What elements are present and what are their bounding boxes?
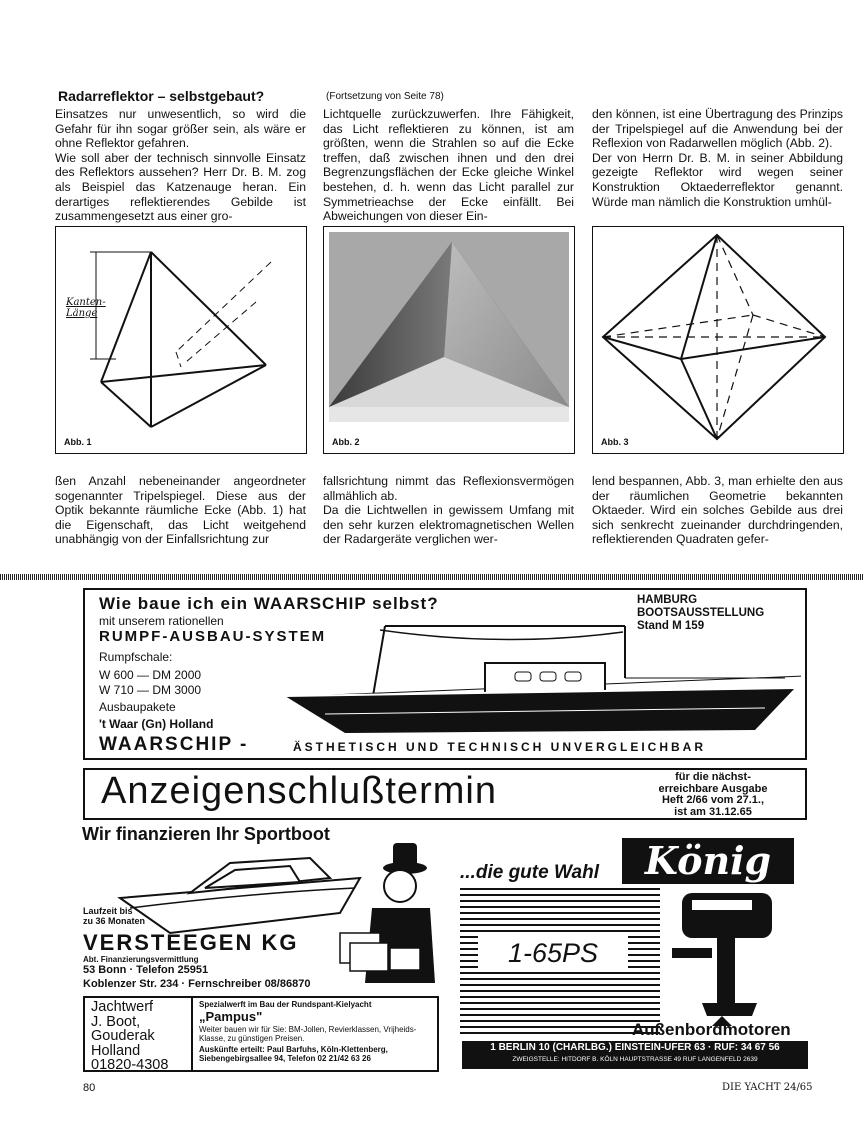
specialty: Spezialwerft im Bau der Rundspant-Kielyacht — [199, 1000, 372, 1009]
address-line: Jachtwerf — [91, 999, 154, 1015]
versteegen-term — [83, 906, 145, 926]
outboard-motor-illustration — [662, 888, 792, 1028]
deadline-line: für die nächst- — [675, 771, 751, 783]
article-headline: Radarreflektor – selbstgebaut? — [58, 88, 265, 104]
octahedron-drawing — [593, 227, 842, 452]
paragraph: lend bespannen, Abb. 3, man erhielte den aus der räumlichen Geometrie bekannten Oktaeder. Wird ein solches Gebilde aus drei sich senkrecht zueinander durchdringenden, reflektierenden Quadraten gefer- — [592, 474, 843, 547]
deadline-line: ist am 31.12.65 — [674, 805, 752, 818]
show-stand: Stand M 159 — [637, 620, 705, 632]
sailboat-illustration — [285, 618, 801, 738]
figure-3 — [592, 226, 844, 454]
article-col1-top — [55, 107, 306, 224]
figure-caption: Abb. 2 — [332, 437, 360, 447]
address-line: J. Boot, — [91, 1013, 141, 1030]
term-line: Laufzeit bis — [83, 906, 133, 916]
waarschip-slogan: ÄSTHETISCH UND TECHNISCH UNVERGLEICHBAR — [293, 740, 707, 754]
versteegen-headline: Wir finanzieren Ihr Sportboot — [82, 824, 330, 844]
address-line: Holland — [91, 1042, 141, 1059]
reflector-photo — [329, 232, 569, 422]
jachtwerf-address — [91, 1000, 189, 1073]
divider — [191, 998, 193, 1070]
term-line: zu 36 Monaten — [83, 916, 146, 926]
address-line: Gouderak — [91, 1028, 155, 1044]
article-col1-bottom — [55, 474, 306, 547]
continuation-note: (Fortsetzung von Seite 78) — [326, 91, 444, 102]
deadline-line: erreichbare Ausgabe — [658, 782, 768, 795]
contact: Auskünfte erteilt: Paul Barfuhs, Köln-Klettenberg, Siebengebirgsallee 94, Telefon 02 21/42 63 26 — [199, 1045, 388, 1063]
deadline-title: Anzeigenschlußtermin — [101, 770, 497, 812]
versteegen-brand: VERSTEEGEN KG — [83, 930, 299, 955]
edge-length-label: Kanten-Länge — [66, 297, 106, 319]
paragraph: Einsatzes nur unwesentlich, so wird die Gefahr für ihn sogar größer sein, als wäre er ohne Reflektor gefahren. — [55, 107, 306, 151]
article-col2-bottom — [323, 474, 574, 547]
article-col3-top — [592, 107, 843, 209]
phone-number: 01820-4308 — [91, 1057, 169, 1073]
yacht-name: „Pampus" — [199, 1009, 263, 1024]
koenig-address-2: ZWEIGSTELLE: HITDORF B. KÖLN HAUPTSTRASSE 49 RUF LANGENFELD 2639 — [512, 1056, 758, 1063]
koenig-slogan: ...die gute Wahl — [460, 862, 599, 883]
paragraph: Wie soll aber der technisch sinnvolle Einsatz des Reflektors aussehen? Herr Dr. B. M. zog als Beispiel das Katzenauge heran. Ein derartiges reflektierendes Gebilde ist zusammengesetzt aus einer gro- — [55, 150, 306, 224]
waarschip-line1: mit unserem rationellen — [99, 614, 224, 628]
waarschip-rumpfschale: Rumpfschale: — [99, 650, 173, 664]
figure-2 — [323, 226, 575, 454]
figure-caption: Abb. 3 — [601, 437, 629, 447]
separator-rule — [0, 574, 864, 580]
paragraph: fallsrichtung nimmt das Reflexionsvermögen allmählich ab. — [323, 474, 574, 503]
waarschip-price-2: W 710 — DM 3000 — [99, 683, 202, 697]
jachtwerf-ad — [83, 996, 439, 1072]
paragraph: Lichtquelle zurückzuwerfen. Ihre Fähigkeit, das Licht reflektieren zu können, ist am größten, wenn die Strahlen so auf die Ecke treffen, daß zwischen ihnen und den drei Begrenzungsflächen der Ecke gleiche Winkel bestehen, d. h. wenn das Licht parallel zur Symmetrieachse der Ecke einfällt. Bei Abweichungen von dieser Ein- — [323, 107, 574, 224]
figure-caption: Abb. 1 — [64, 437, 92, 447]
koenig-power-range: 1-65PS — [478, 935, 628, 971]
waarschip-system: RUMPF-AUSBAU-SYSTEM — [99, 628, 327, 645]
waarschip-ad — [83, 588, 807, 760]
jachtwerf-details — [199, 1000, 433, 1063]
deadline-details — [625, 772, 801, 818]
koenig-logo: König — [622, 838, 794, 884]
waarschip-ausbau: Ausbaupakete — [99, 700, 176, 714]
show-name: BOOTSAUSSTELLUNG — [637, 607, 765, 619]
versteegen-address-2: Koblenzer Str. 234 · Fernschreiber 08/86870 — [83, 978, 311, 990]
deadline-ad — [83, 768, 807, 820]
koenig-address-1: 1 BERLIN 10 (CHARLBG.) EINSTEIN-UFER 63 · RUF: 34 67 56 — [490, 1042, 780, 1053]
page-number: 80 — [83, 1082, 96, 1094]
article-col2-top — [323, 107, 574, 224]
waarschip-price-1: W 600 — DM 2000 — [99, 668, 202, 682]
paragraph: ßen Anzahl nebeneinander angeordneter sogenannter Tripelspiegel. Diese aus der Optik bekannte räumliche Ecke (Abb. 1) hat die Eigenschaft, das Licht weitgehend unabhängig von der Einfallsrichtung zur — [55, 474, 306, 547]
waarschip-headline: Wie baue ich ein WAARSCHIP selbst? — [99, 594, 439, 613]
versteegen-address-1: 53 Bonn · Telefon 25951 — [83, 964, 209, 976]
waarschip-brand: WAARSCHIP - — [99, 734, 249, 755]
magazine-issue: DIE YACHT 24/65 — [722, 1082, 813, 1093]
show-city: HAMBURG — [637, 594, 698, 606]
koenig-address-bar — [462, 1041, 808, 1069]
paragraph: Der von Herrn Dr. B. M. in seiner Abbildung gezeigte Reflektor wird wegen seiner Konstruktion Oktaederreflektor genannt. Würde man nämlich die Konstruktion umhül- — [592, 150, 843, 209]
services: Weiter bauen wir für Sie: BM-Jollen, Revierklassen, Vrijheids-Klasse, zu günstigen Preisen. — [199, 1025, 417, 1043]
corner-reflector-drawing — [56, 227, 305, 452]
koenig-product: Außenbordmotoren — [632, 1020, 791, 1039]
paragraph: Da die Lichtwellen in gewissem Umfang mit den sehr kurzen elektromagnetischen Wellen der Radargeräte verglichen wer- — [323, 503, 574, 547]
figure-1 — [55, 226, 307, 454]
waarschip-company: 't Waar (Gn) Holland — [99, 717, 214, 731]
deadline-line: Heft 2/66 vom 27.1., — [661, 794, 765, 806]
paragraph: den können, ist eine Übertragung des Prinzips der Tripelspiegel auf die Anwendung bei der Reflexion von Radarwellen möglich (Abb. 2). — [592, 107, 843, 151]
versteegen-sub: Abt. Finanzierungsvermittlung — [83, 955, 199, 964]
article-col3-bottom — [592, 474, 843, 547]
